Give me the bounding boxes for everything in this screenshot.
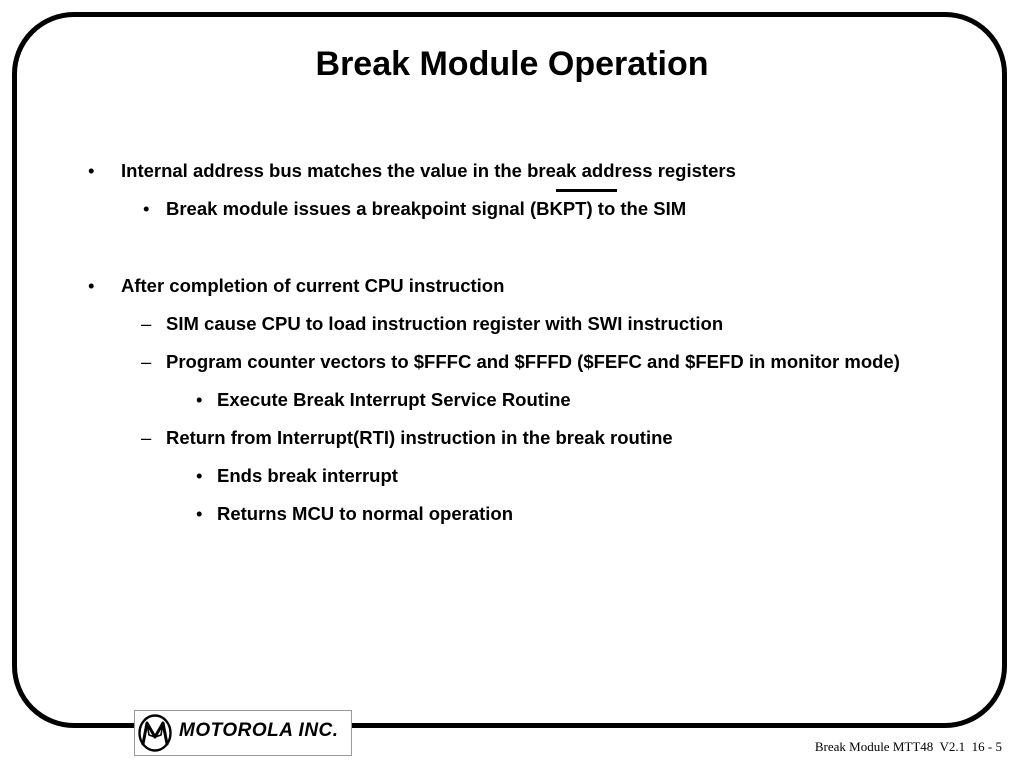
- bullet-text: Ends break interrupt: [217, 465, 398, 486]
- bullet-text: Execute Break Interrupt Service Routine: [217, 389, 571, 410]
- motorola-logo: [134, 710, 352, 756]
- bullet-text: Returns MCU to normal operation: [217, 503, 514, 524]
- bullet-text: After completion of current CPU instruction: [121, 275, 505, 296]
- bullet-marker: •: [88, 275, 95, 296]
- footer-text: Break Module MTT48 V2.1 16 - 5: [814, 739, 1002, 754]
- motorola-logo-text: MOTOROLA INC.: [179, 720, 339, 741]
- bullet-text: Program counter vectors to $FFFC and $FFFD ($FEFC and $FEFD in monitor mode): [166, 351, 900, 372]
- dash-marker: –: [141, 351, 152, 372]
- bullet-marker: •: [143, 198, 150, 219]
- dash-marker: –: [141, 313, 152, 334]
- bullet-text: SIM cause CPU to load instruction register with SWI instruction: [166, 313, 724, 334]
- bullet-text: Break module issues a breakpoint signal (BKPT) to the SIM: [166, 198, 687, 219]
- bullet-text: Internal address bus matches the value in the break address registers: [121, 160, 736, 181]
- bullet-marker: •: [196, 389, 203, 410]
- bullet-text: Return from Interrupt(RTI) instruction in the break routine: [166, 427, 673, 448]
- slide-title: Break Module Operation: [315, 45, 709, 83]
- bkpt-overline: [556, 189, 617, 192]
- bullet-marker: •: [88, 160, 95, 181]
- bullet-marker: •: [196, 465, 203, 486]
- dash-marker: –: [141, 427, 152, 448]
- motorola-batwing-icon: [137, 713, 173, 753]
- bullet-marker: •: [196, 503, 203, 524]
